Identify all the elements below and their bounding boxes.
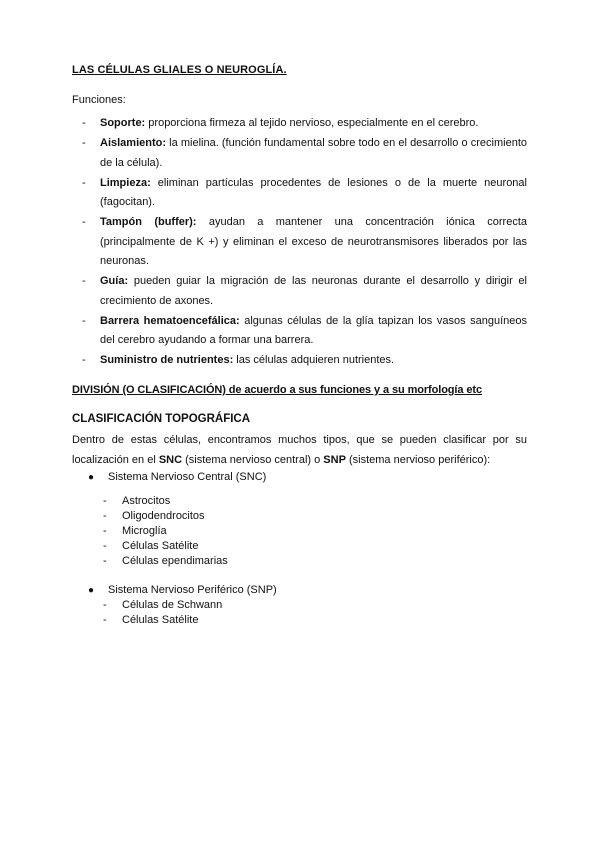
- list-item: [103, 494, 228, 509]
- dash-marker: -: [82, 275, 86, 287]
- function-term: Suministro de nutrientes:: [100, 354, 234, 366]
- function-item: [72, 213, 527, 272]
- functions-list: [72, 114, 527, 371]
- snp-cell-list: [103, 598, 222, 628]
- dash-marker: -: [103, 510, 107, 522]
- paragraph-text: (sistema nervioso central) o: [182, 453, 324, 466]
- dash-marker: -: [82, 137, 86, 149]
- function-text: las células adquieren nutrientes.: [233, 354, 395, 366]
- snc-cell-list: [103, 494, 228, 569]
- function-term: Aislamiento:: [100, 137, 167, 149]
- paragraph-text: (sistema nervioso periférico):: [345, 453, 491, 466]
- list-item: [103, 613, 222, 628]
- bullet-icon: ●: [88, 585, 95, 596]
- group-title-text: Sistema Nervioso Central (SNC): [108, 471, 267, 483]
- cell-type-label: Células ependimarias: [122, 555, 228, 567]
- function-item: [72, 351, 527, 371]
- cell-type-label: Oligodendrocitos: [122, 510, 205, 522]
- function-item: [72, 134, 527, 173]
- function-text: algunas células de la glía tapizan los vasos sanguíneos del cerebro ayudando a formar una barrera.: [100, 314, 527, 346]
- function-item: [72, 272, 527, 311]
- dash-marker: -: [103, 540, 107, 552]
- function-text: eliminan partículas procedentes de lesiones o de la muerte neuronal (fagocitan).: [100, 176, 527, 208]
- dash-marker: -: [103, 614, 107, 626]
- function-term: Soporte:: [100, 117, 146, 129]
- function-item: [72, 114, 527, 134]
- function-text: la mielina. (función fundamental sobre todo en el desarrollo o crecimiento de la célula).: [100, 137, 527, 169]
- dash-marker: -: [103, 555, 107, 567]
- function-text: pueden guiar la migración de las neuronas durante el desarrollo y dirigir el crecimiento de axones.: [100, 275, 527, 307]
- snp-term: SNP: [323, 453, 346, 466]
- function-item: [72, 174, 527, 213]
- list-item: [103, 598, 222, 613]
- paragraph-text: Dentro de estas células, encontramos muchos tipos, que se pueden clasificar por su localización en el: [72, 434, 527, 466]
- functions-intro: Funciones:: [72, 94, 126, 106]
- function-term: Guía:: [100, 275, 129, 287]
- group-title-snp: [88, 584, 277, 596]
- dash-marker: -: [103, 495, 107, 507]
- list-item: [103, 554, 228, 569]
- function-term: Limpieza:: [100, 176, 151, 189]
- dash-marker: -: [82, 314, 86, 327]
- dash-marker: -: [82, 216, 86, 228]
- topographic-heading: CLASIFICACIÓN TOPOGRÁFICA: [72, 413, 251, 425]
- snc-term: SNC: [158, 453, 183, 466]
- function-text: ayudan a mantener una concentración iónica correcta (principalmente de K +) y eliminan el exceso de neurotransmisores liberados por las neuronas.: [100, 216, 528, 267]
- dash-marker: -: [103, 599, 107, 611]
- cell-type-label: Células Satélite: [122, 614, 199, 626]
- dash-marker: -: [82, 354, 86, 366]
- list-item: [103, 509, 228, 524]
- document-title: LAS CÉLULAS GLIALES O NEUROGLÍA.: [72, 64, 287, 76]
- list-item: [103, 524, 228, 539]
- cell-type-label: Microglía: [122, 525, 167, 537]
- dash-marker: -: [82, 117, 86, 129]
- topographic-paragraph: [72, 431, 527, 470]
- dash-marker: -: [82, 176, 86, 189]
- group-title-snc: [88, 471, 266, 483]
- group-title-text: Sistema Nervioso Periférico (SNP): [108, 584, 277, 596]
- cell-type-label: Células de Schwann: [122, 599, 223, 611]
- cell-type-label: Astrocitos: [122, 495, 171, 507]
- function-term: Tampón (buffer):: [100, 216, 197, 228]
- function-item: [72, 312, 527, 351]
- function-term: Barrera hematoencefálica:: [100, 314, 240, 327]
- list-item: [103, 539, 228, 554]
- function-text: proporciona firmeza al tejido nervioso, especialmente en el cerebro.: [145, 117, 479, 129]
- classification-heading: DIVISIÓN (O CLASIFICACIÓN) de acuerdo a sus funciones y a su morfología etc: [72, 384, 482, 396]
- bullet-icon: ●: [88, 472, 95, 483]
- cell-type-label: Células Satélite: [122, 540, 199, 552]
- dash-marker: -: [103, 525, 107, 537]
